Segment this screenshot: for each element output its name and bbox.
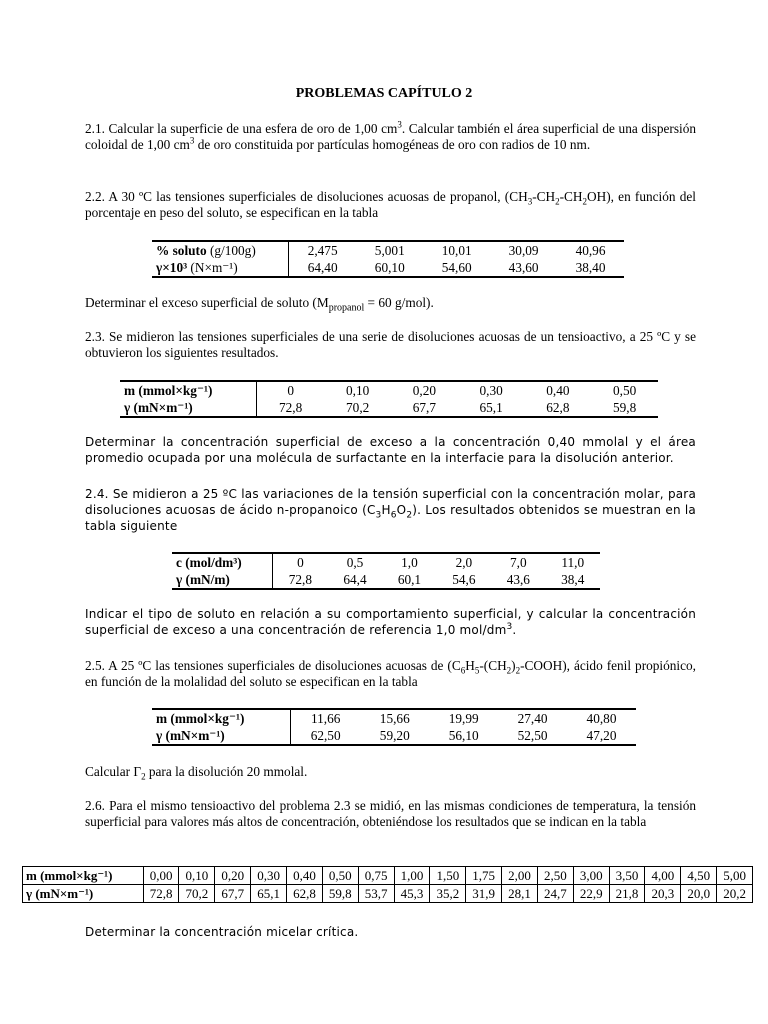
table-cell: 0,75 bbox=[358, 867, 394, 885]
problem-2-5-question: Calcular $\Gamma_2$ para la disolución 20 mmolal. bbox=[85, 764, 308, 782]
table-cell: 20,3 bbox=[645, 885, 681, 903]
row-label: γ (mN×m⁻¹) bbox=[120, 399, 257, 417]
page-title: PROBLEMAS CAPÍTULO 2 bbox=[295, 86, 473, 101]
table-cell: 24,7 bbox=[537, 885, 573, 903]
table-cell: 0,30 bbox=[251, 867, 287, 885]
row-label: m (mmol×kg⁻¹) bbox=[152, 709, 291, 727]
table-cell: 65,1 bbox=[251, 885, 287, 903]
table-cell: 0,40 bbox=[287, 867, 323, 885]
row-label: γ×10³ (N×m⁻¹) bbox=[152, 259, 289, 277]
row-label: γ (mN×m⁻¹) bbox=[152, 727, 291, 745]
table-cell: 0,10 bbox=[179, 867, 215, 885]
row-label: m (mmol×kg⁻¹) bbox=[23, 867, 144, 885]
table-cell: 67,7 bbox=[215, 885, 251, 903]
table-cell: 31,9 bbox=[466, 885, 502, 903]
table-cell: 3,50 bbox=[609, 867, 645, 885]
table-row: m (mmol×kg⁻¹) 11,66 15,66 19,99 27,40 40,80 bbox=[152, 709, 636, 727]
table-cell: 2,50 bbox=[537, 867, 573, 885]
table-row bbox=[23, 885, 753, 903]
table-cell: 0,50 bbox=[322, 867, 358, 885]
problem-2-4-question: Indicar el tipo de soluto en relación a su comportamiento superficial, y calcular la concentración superficial de exceso a una concentración de referencia 1,0 mol/$dm^3$. bbox=[85, 607, 696, 637]
table-propanol bbox=[152, 240, 624, 278]
table-cell: 2,00 bbox=[502, 867, 538, 885]
table-row: γ (mN×m⁻¹) 72,8 70,2 67,7 65,1 62,8 59,8 bbox=[120, 399, 658, 417]
table-cell: 35,2 bbox=[430, 885, 466, 903]
table-row: c (mol/dm³) 0 0,5 1,0 2,0 7,0 11,0 bbox=[172, 553, 600, 571]
table-cell: 4,00 bbox=[645, 867, 681, 885]
row-label: m (mmol×kg⁻¹) bbox=[120, 381, 257, 399]
table-cell: 70,2 bbox=[179, 885, 215, 903]
table-row: γ×10³ (N×m⁻¹) 64,40 60,10 54,60 43,60 38,40 bbox=[152, 259, 624, 277]
problem-2-4: 2.4. Se midieron a 25 ºC las variaciones de la tensión superficial con la concentración molar, para disoluciones acuosas de ácido n-propanoico $(C_3H_6O_2)$. Los resultados obtenidos se muestran en la tabla siguiente bbox=[85, 487, 696, 533]
table-row: γ (mN×m⁻¹) 62,50 59,20 56,10 52,50 47,20 bbox=[152, 727, 636, 745]
table-cmc bbox=[22, 866, 753, 903]
problem-2-1: 2.1. Calcular la superficie de una esfera de oro de 1,00 $cm^3$. Calcular también el área superficial de una dispersión coloidal de 1,00 $cm^3$ de oro constituida por partículas homogéneas de oro con radios de 10 nm. bbox=[85, 119, 696, 152]
table-row: % soluto (g/100g) 2,475 5,001 10,01 30,09 40,96 bbox=[152, 241, 624, 259]
table-cell: 22,9 bbox=[573, 885, 609, 903]
row-label: γ (mN/m) bbox=[172, 571, 273, 589]
problem-2-6-question: Determinar la concentración micelar crítica. bbox=[85, 925, 359, 939]
table-cell: 62,8 bbox=[287, 885, 323, 903]
problem-2-2-question: Determinar el exceso superficial de soluto ($M_{propanol} = 60$ g/mol). bbox=[85, 295, 434, 314]
table-cell: 5,00 bbox=[717, 867, 753, 885]
table-cell: 4,50 bbox=[681, 867, 717, 885]
problem-2-2: 2.2. A 30 ºC las tensiones superficiales de disoluciones acuosas de propanol, $(CH_3-CH_2-CH_2OH)$, en función del porcentaje en peso del soluto, se especifican en la tabla bbox=[85, 189, 696, 220]
table-phenylpropionic bbox=[152, 708, 636, 746]
table-cell: 20,0 bbox=[681, 885, 717, 903]
table-cell: 72,8 bbox=[143, 885, 179, 903]
row-label: % soluto (g/100g) bbox=[152, 241, 289, 259]
table-cell: 3,00 bbox=[573, 867, 609, 885]
table-tensioactive bbox=[120, 380, 658, 418]
row-label: c (mol/dm³) bbox=[172, 553, 273, 571]
table-cell: 0,00 bbox=[143, 867, 179, 885]
table-cell: 45,3 bbox=[394, 885, 430, 903]
table-propanoic bbox=[172, 552, 600, 590]
table-row: m (mmol×kg⁻¹) 0 0,10 0,20 0,30 0,40 0,50 bbox=[120, 381, 658, 399]
problem-2-6: 2.6. Para el mismo tensioactivo del problema 2.3 se midió, en las mismas condiciones de temperatura, la tensión superficial para valores más altos de concentración, obteniéndose los resultados que se indican en la tabla bbox=[85, 798, 696, 829]
table-row: γ (mN/m) 72,8 64,4 60,1 54,6 43,6 38,4 bbox=[172, 571, 600, 589]
table-cell: 0,20 bbox=[215, 867, 251, 885]
table-cell: 59,8 bbox=[322, 885, 358, 903]
problem-2-3-question: Determinar la concentración superficial de exceso a la concentración 0,40 mmolal y el área promedio ocupada por una molécula de surfactante en la interfacie para la disolución anterior. bbox=[85, 435, 696, 465]
problem-2-3: 2.3. Se midieron las tensiones superficiales de una serie de disoluciones acuosas de un tensioactivo, a 25 ºC y se obtuvieron los siguientes resultados. bbox=[85, 329, 696, 360]
problem-2-5: 2.5. A 25 ºC las tensiones superficiales de disoluciones acuosas de $(C_6H_5-(CH_2)_2-COOH)$, ácido fenil propiónico, en función de la molalidad del soluto se especifican en la tabla bbox=[85, 658, 696, 689]
table-cell: 1,00 bbox=[394, 867, 430, 885]
table-cell: 53,7 bbox=[358, 885, 394, 903]
table-cell: 20,2 bbox=[717, 885, 753, 903]
table-cell: 28,1 bbox=[502, 885, 538, 903]
table-cell: 1,75 bbox=[466, 867, 502, 885]
table-row bbox=[23, 867, 753, 885]
table-cell: 1,50 bbox=[430, 867, 466, 885]
table-cell: 21,8 bbox=[609, 885, 645, 903]
row-label: γ (mN×m⁻¹) bbox=[23, 885, 144, 903]
